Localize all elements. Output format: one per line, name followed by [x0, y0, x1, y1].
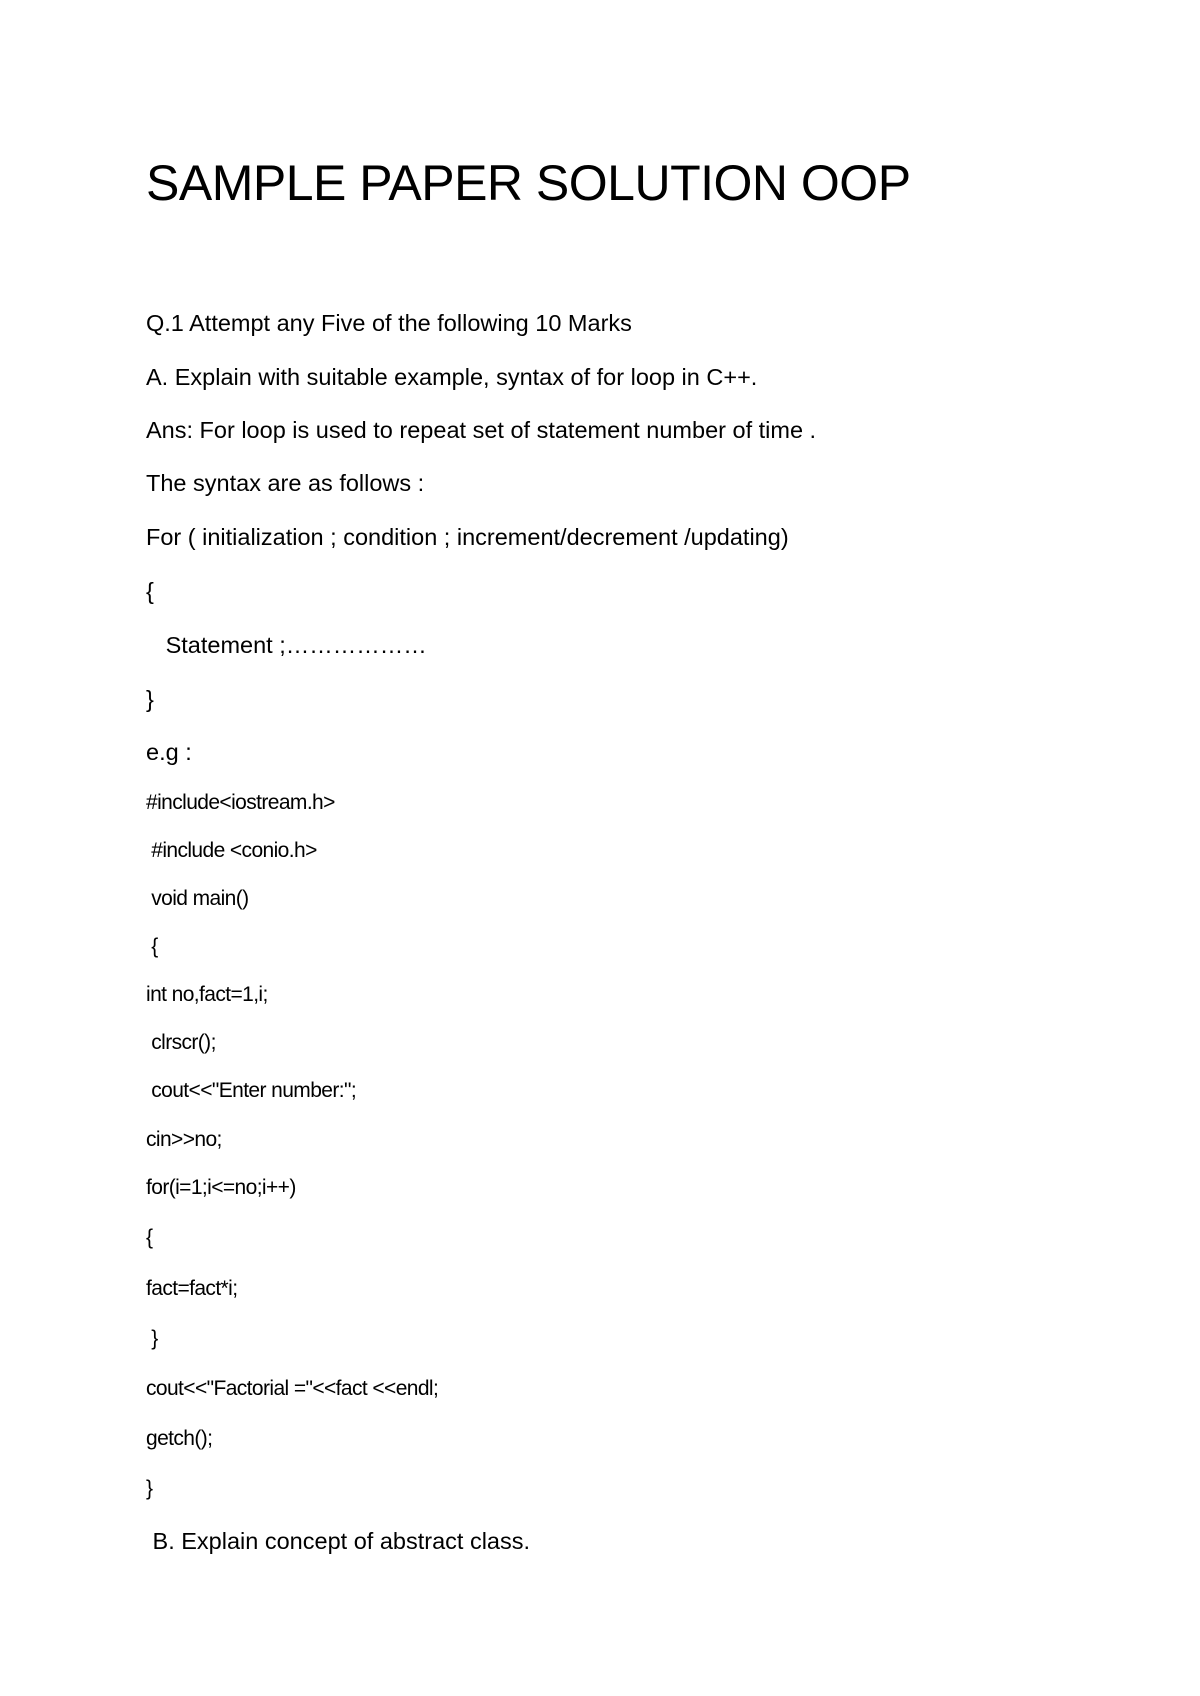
code-line: {: [146, 935, 158, 958]
example-label: e.g :: [146, 739, 192, 765]
code-line: }: [146, 1327, 158, 1350]
code-line: {: [146, 1226, 153, 1249]
syntax-intro: The syntax are as follows :: [146, 470, 425, 496]
code-line: clrscr();: [146, 1031, 216, 1054]
syntax-line: Statement ;………………: [146, 632, 427, 658]
question-a: A. Explain with suitable example, syntax of for loop in C++.: [146, 364, 758, 390]
code-line: int no,fact=1,i;: [146, 983, 268, 1006]
code-line: cout<<"Factorial ="<<fact <<endl;: [146, 1377, 439, 1400]
answer-a: Ans: For loop is used to repeat set of statement number of time .: [146, 417, 817, 443]
code-line: getch();: [146, 1427, 213, 1450]
code-line: fact=fact*i;: [146, 1277, 238, 1300]
code-line: void main(): [146, 887, 249, 910]
syntax-line: }: [146, 686, 154, 712]
code-line: cin>>no;: [146, 1128, 222, 1151]
document-title: SAMPLE PAPER SOLUTION OOP: [146, 155, 911, 211]
code-line: #include<iostream.h>: [146, 791, 335, 814]
question-heading: Q.1 Attempt any Five of the following 10 Marks: [146, 310, 632, 336]
question-b: B. Explain concept of abstract class.: [146, 1528, 531, 1554]
code-line: for(i=1;i<=no;i++): [146, 1176, 296, 1199]
syntax-line: {: [146, 578, 154, 604]
code-line: cout<<"Enter number:";: [146, 1079, 357, 1102]
code-line: }: [146, 1477, 153, 1500]
code-line: #include <conio.h>: [146, 839, 317, 862]
syntax-line: For ( initialization ; condition ; increment/decrement /updating): [146, 524, 789, 550]
